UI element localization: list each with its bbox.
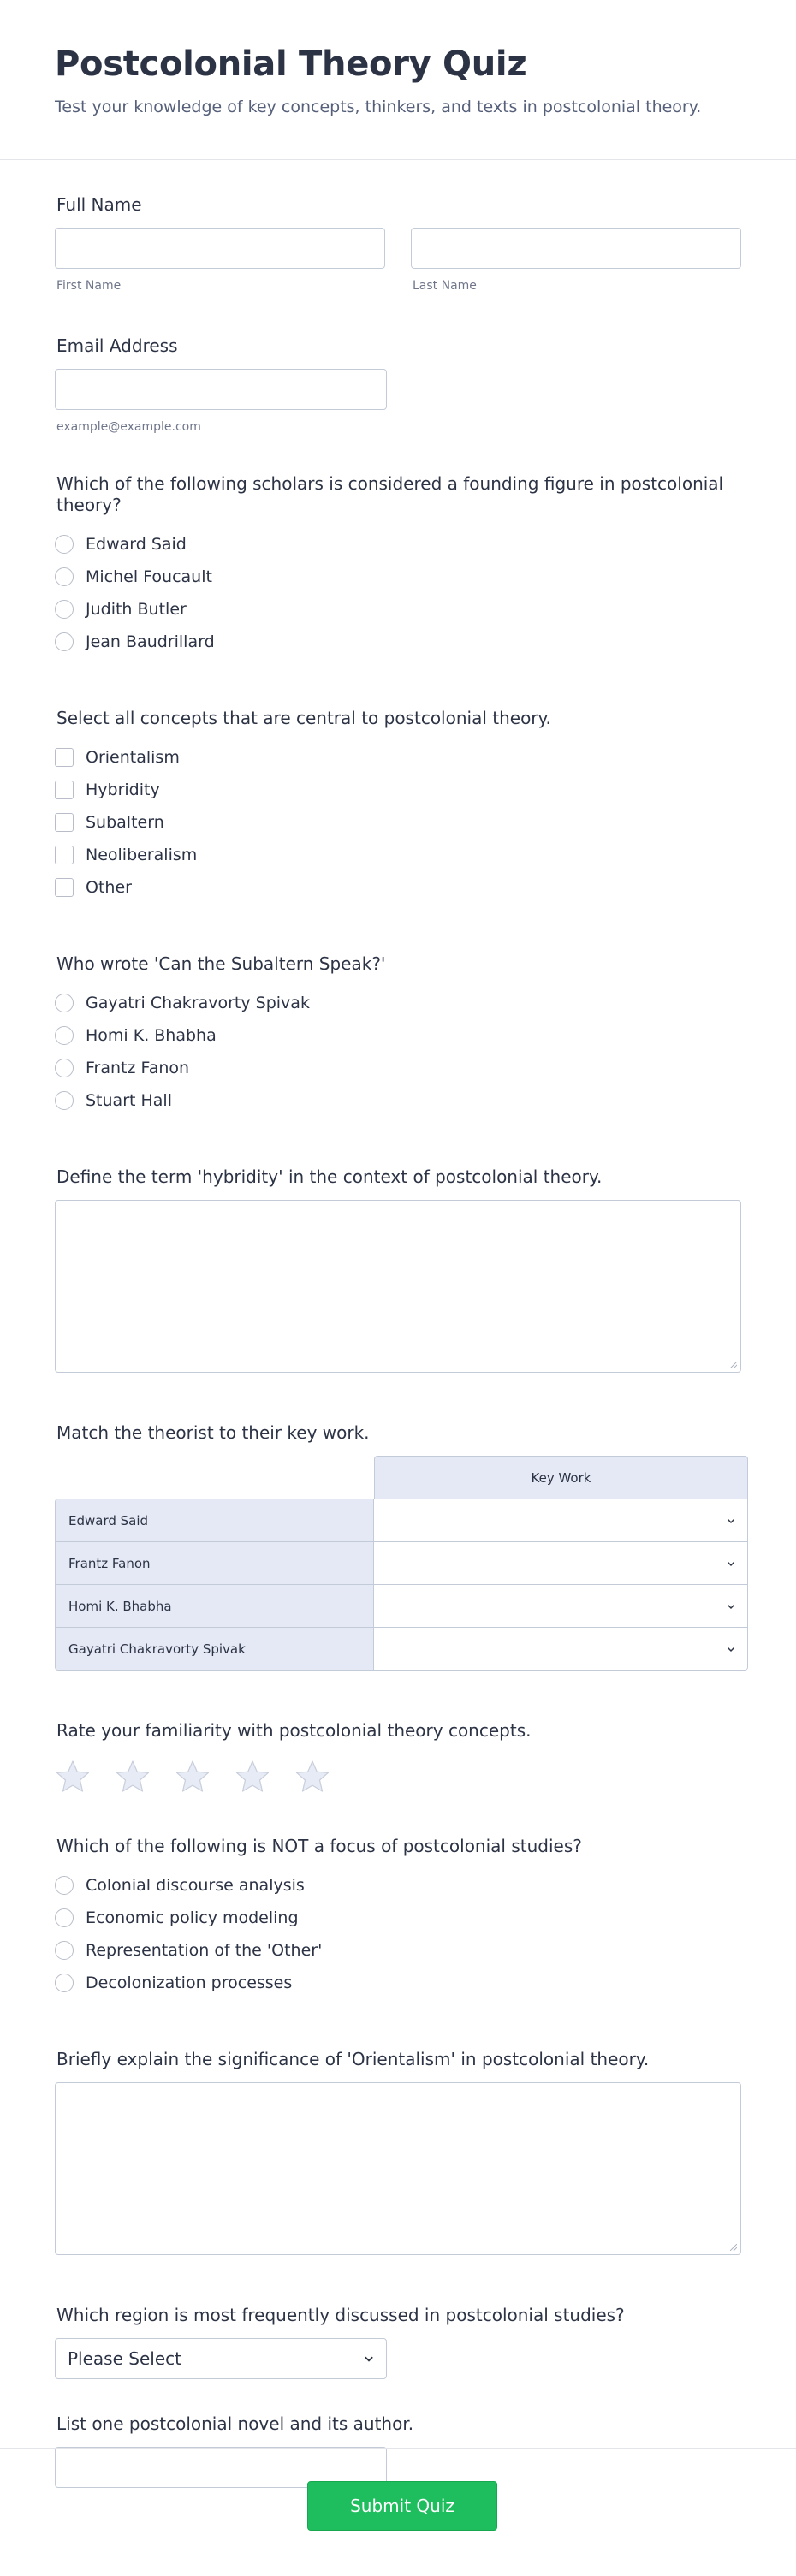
orientalism-question	[55, 2049, 741, 2255]
star-icon[interactable]	[115, 1759, 151, 1795]
radio-option[interactable]	[55, 593, 741, 626]
region-question	[55, 2305, 741, 2379]
radio-option[interactable]	[55, 1869, 741, 1902]
chevron-down-icon	[727, 1517, 735, 1525]
match-matrix	[55, 1499, 748, 1671]
option-label: Economic policy modeling	[86, 1908, 299, 1927]
region-select-value: Please Select	[68, 2348, 181, 2369]
option-label: Michel Foucault	[86, 567, 212, 586]
radio-button[interactable]	[55, 1941, 74, 1960]
option-label: Hybridity	[86, 781, 160, 799]
matrix-row-header: Edward Said	[56, 1499, 374, 1541]
chevron-down-icon	[364, 2353, 374, 2364]
first-name-sublabel: First Name	[56, 279, 122, 293]
orientalism-question-label: Briefly explain the significance of 'Orientalism' in postcolonial theory.	[56, 2049, 650, 2069]
radio-button[interactable]	[55, 1876, 74, 1895]
resize-handle[interactable]	[730, 1362, 737, 1368]
hybridity-textarea[interactable]	[55, 1200, 741, 1373]
chevron-down-icon	[727, 1602, 735, 1611]
radio-button[interactable]	[55, 994, 74, 1012]
star-icon[interactable]	[235, 1759, 270, 1795]
not-focus-question	[55, 1836, 741, 1999]
chevron-down-icon	[727, 1645, 735, 1653]
option-label: Judith Butler	[86, 600, 187, 619]
page-subtitle: Test your knowledge of key concepts, thinkers, and texts in postcolonial theory.	[55, 98, 702, 116]
radio-button[interactable]	[55, 1026, 74, 1045]
radio-button[interactable]	[55, 600, 74, 619]
radio-button[interactable]	[55, 1059, 74, 1077]
chevron-down-icon	[727, 1559, 735, 1568]
radio-button[interactable]	[55, 632, 74, 651]
matrix-column-header: Key Work	[374, 1456, 748, 1499]
radio-option[interactable]	[55, 987, 741, 1019]
checkbox-option[interactable]	[55, 774, 741, 806]
radio-button[interactable]	[55, 1091, 74, 1110]
full-name-label: Full Name	[56, 194, 142, 215]
option-label: Jean Baudrillard	[86, 632, 215, 651]
rating-question-label: Rate your familiarity with postcolonial theory concepts.	[56, 1720, 532, 1741]
hybridity-question	[55, 1166, 741, 1373]
region-question-label: Which region is most frequently discussed in postcolonial studies?	[56, 2305, 625, 2325]
radio-option[interactable]	[55, 561, 741, 593]
matrix-dropdown[interactable]	[374, 1542, 747, 1584]
star-icon[interactable]	[294, 1759, 330, 1795]
option-label: Frantz Fanon	[86, 1059, 190, 1077]
matrix-dropdown[interactable]	[374, 1628, 747, 1670]
first-name-input[interactable]	[55, 228, 385, 269]
option-label: Edward Said	[86, 535, 187, 554]
full-name-field	[55, 194, 741, 293]
radio-option[interactable]	[55, 1084, 741, 1117]
radio-option[interactable]	[55, 1934, 741, 1967]
match-question	[55, 1422, 741, 1671]
quiz-form	[0, 160, 796, 2488]
founder-question-label: Which of the following scholars is considered a founding figure in postcolonial theory?	[56, 473, 724, 515]
concepts-question-label: Select all concepts that are central to postcolonial theory.	[56, 708, 551, 728]
option-label: Decolonization processes	[86, 1974, 293, 1992]
form-header	[0, 0, 796, 160]
radio-option[interactable]	[55, 528, 741, 561]
email-label: Email Address	[56, 335, 178, 356]
email-sublabel: example@example.com	[56, 420, 201, 434]
matrix-row-header: Homi K. Bhabha	[56, 1585, 374, 1627]
radio-button[interactable]	[55, 1974, 74, 1992]
option-label: Gayatri Chakravorty Spivak	[86, 994, 310, 1012]
radio-option[interactable]	[55, 1967, 741, 1999]
radio-option[interactable]	[55, 1902, 741, 1934]
matrix-row	[56, 1584, 747, 1627]
radio-button[interactable]	[55, 535, 74, 554]
checkbox[interactable]	[55, 748, 74, 767]
radio-option[interactable]	[55, 1052, 741, 1084]
matrix-row	[56, 1541, 747, 1584]
checkbox-option[interactable]	[55, 806, 741, 839]
radio-option[interactable]	[55, 626, 741, 658]
matrix-dropdown[interactable]	[374, 1499, 747, 1541]
option-label: Orientalism	[86, 748, 180, 767]
checkbox-option[interactable]	[55, 741, 741, 774]
checkbox[interactable]	[55, 846, 74, 864]
founder-question	[55, 473, 741, 658]
match-question-label: Match the theorist to their key work.	[56, 1422, 370, 1443]
radio-button[interactable]	[55, 1908, 74, 1927]
subaltern-question	[55, 953, 741, 1117]
rating-question	[55, 1720, 741, 1795]
star-rating	[55, 1759, 741, 1795]
checkbox[interactable]	[55, 813, 74, 832]
form-footer	[0, 2448, 796, 2576]
radio-option[interactable]	[55, 1019, 741, 1052]
option-label: Other	[86, 878, 132, 897]
checkbox-option[interactable]	[55, 871, 741, 904]
option-label: Homi K. Bhabha	[86, 1026, 217, 1045]
option-label: Stuart Hall	[86, 1091, 172, 1110]
subaltern-question-label: Who wrote 'Can the Subaltern Speak?'	[56, 953, 386, 974]
star-icon[interactable]	[55, 1759, 91, 1795]
radio-button[interactable]	[55, 567, 74, 586]
resize-handle[interactable]	[730, 2244, 737, 2251]
matrix-row	[56, 1627, 747, 1670]
matrix-row-header: Frantz Fanon	[56, 1542, 374, 1584]
region-select[interactable]	[55, 2338, 387, 2379]
option-label: Representation of the 'Other'	[86, 1941, 323, 1960]
checkbox[interactable]	[55, 781, 74, 799]
matrix-dropdown[interactable]	[374, 1585, 747, 1627]
submit-button[interactable]: Submit Quiz	[307, 2481, 497, 2531]
star-icon[interactable]	[175, 1759, 211, 1795]
checkbox-option[interactable]	[55, 839, 741, 871]
novel-question-label: List one postcolonial novel and its author.	[56, 2413, 414, 2434]
email-field	[55, 335, 741, 434]
last-name-sublabel: Last Name	[413, 279, 477, 293]
matrix-row	[56, 1499, 747, 1541]
not-focus-question-label: Which of the following is NOT a focus of postcolonial studies?	[56, 1836, 582, 1856]
concepts-question	[55, 708, 741, 904]
option-label: Subaltern	[86, 813, 164, 832]
hybridity-question-label: Define the term 'hybridity' in the context of postcolonial theory.	[56, 1166, 603, 1187]
checkbox[interactable]	[55, 878, 74, 897]
option-label: Colonial discourse analysis	[86, 1876, 305, 1895]
email-input[interactable]	[55, 369, 387, 410]
page-title: Postcolonial Theory Quiz	[55, 45, 527, 84]
matrix-row-header: Gayatri Chakravorty Spivak	[56, 1628, 374, 1670]
orientalism-textarea[interactable]	[55, 2082, 741, 2255]
last-name-input[interactable]	[411, 228, 741, 269]
option-label: Neoliberalism	[86, 846, 198, 864]
